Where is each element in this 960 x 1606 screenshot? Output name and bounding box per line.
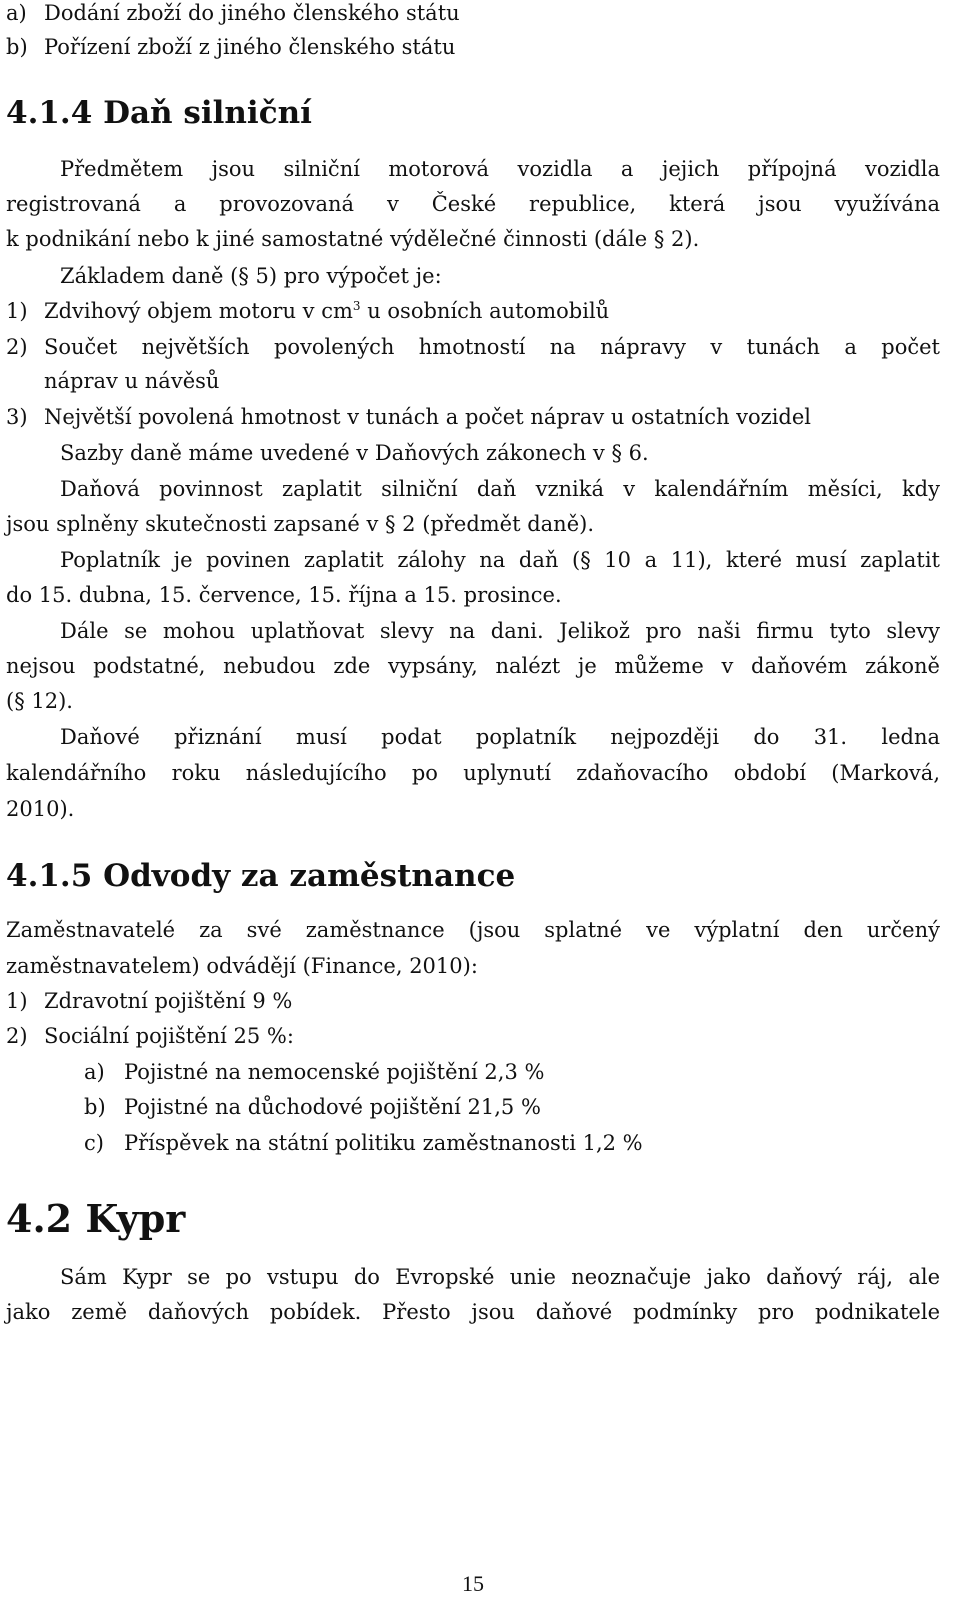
list-item <box>6 30 940 64</box>
section-heading-4-1-4: 4.1.4 Daň silniční <box>6 95 312 131</box>
list-item-label: 1) <box>6 299 28 323</box>
paragraph-line: zaměstnavatelem) odvádějí (Finance, 2010): <box>6 954 478 978</box>
list-subitem <box>6 1126 940 1160</box>
list-item <box>6 984 940 1018</box>
rates-line: Sazby daně máme uvedené v Daňových zákonech v § 6. <box>60 441 649 465</box>
document-page <box>6 0 940 1606</box>
list-item-text: Pořízení zboží z jiného členského státu <box>44 35 456 59</box>
list-subitem <box>6 1055 940 1089</box>
list-item-label: 2) <box>6 335 28 359</box>
paragraph-line: 2010). <box>6 797 75 821</box>
paragraph-line: Sám Kypr se po vstupu do Evropské unie neoznačuje jako daňový ráj, ale <box>60 1265 940 1289</box>
section-heading-4-2: 4.2 Kypr <box>6 1196 186 1241</box>
list-item-text: u osobních automobilů <box>360 299 610 323</box>
paragraph-line: do 15. dubna, 15. července, 15. října a 15. prosince. <box>6 583 562 607</box>
list-item <box>6 294 940 328</box>
list-item <box>6 0 940 30</box>
list-item-continuation: náprav u návěsů <box>44 369 220 393</box>
page-number: 15 <box>462 1571 484 1596</box>
paragraph-line: jsou splněny skutečnosti zapsané v § 2 (předmět daně). <box>6 512 594 536</box>
paragraph-line: Poplatník je povinen zaplatit zálohy na daň (§ 10 a 11), které musí zaplatit <box>60 548 940 572</box>
list-item-text: Součet největších povolených hmotností na nápravy v tunách a počet <box>44 335 940 359</box>
list-item-label: c) <box>84 1131 104 1155</box>
list-subitem <box>6 1090 940 1124</box>
paragraph-line: k podnikání nebo k jiné samostatné výdělečné činnosti (dále § 2). <box>6 227 700 251</box>
list-item-text: Pojistné na nemocenské pojištění 2,3 % <box>124 1060 545 1084</box>
paragraph-line: (§ 12). <box>6 689 73 713</box>
list-item-label: 2) <box>6 1024 28 1048</box>
paragraph-line: Předmětem jsou silniční motorová vozidla a jejich přípojná vozidla <box>60 157 940 181</box>
list-item <box>6 400 940 434</box>
list-item-label: 3) <box>6 405 28 429</box>
list-item-text: Pojistné na důchodové pojištění 21,5 % <box>124 1095 541 1119</box>
paragraph-line: Daňová povinnost zaplatit silniční daň vzniká v kalendářním měsíci, kdy <box>60 477 940 501</box>
list-item <box>6 1019 940 1053</box>
paragraph-line: Dále se mohou uplatňovat slevy na dani. Jelikož pro naši firmu tyto slevy <box>60 619 940 643</box>
list-item-label: b) <box>6 35 28 59</box>
list-item-text: Zdravotní pojištění 9 % <box>44 989 293 1013</box>
paragraph-line: Zaměstnavatelé za své zaměstnance (jsou splatné ve výplatní den určený <box>6 918 940 942</box>
list-item-text: Dodání zboží do jiného členského státu <box>44 1 460 25</box>
base-intro: Základem daně (§ 5) pro výpočet je: <box>60 264 442 288</box>
paragraph-line: jako země daňových pobídek. Přesto jsou daňové podmínky pro podnikatele <box>6 1300 940 1324</box>
list-item-label: b) <box>84 1095 106 1119</box>
list-item-text: Příspěvek na státní politiku zaměstnanosti 1,2 % <box>124 1131 643 1155</box>
list-item-label: a) <box>84 1060 105 1084</box>
list-item-text: Zdvihový objem motoru v cm <box>44 299 353 323</box>
list-item-label: 1) <box>6 989 28 1013</box>
list-item-text: Největší povolená hmotnost v tunách a počet náprav u ostatních vozidel <box>44 405 812 429</box>
section-heading-4-1-5: 4.1.5 Odvody za zaměstnance <box>6 858 516 894</box>
paragraph-line: registrovaná a provozovaná v České republice, která jsou využívána <box>6 192 940 216</box>
paragraph-line: kalendářního roku následujícího po uplynutí zdaňovacího období (Marková, <box>6 761 940 785</box>
list-item-text: Sociální pojištění 25 %: <box>44 1024 294 1048</box>
list-item <box>6 330 940 364</box>
list-item-label: a) <box>6 1 27 25</box>
superscript: 3 <box>352 299 361 313</box>
paragraph-line: Daňové přiznání musí podat poplatník nejpozději do 31. ledna <box>60 725 940 749</box>
paragraph-line: nejsou podstatné, nebudou zde vypsány, nalézt je můžeme v daňovém zákoně <box>6 654 940 678</box>
